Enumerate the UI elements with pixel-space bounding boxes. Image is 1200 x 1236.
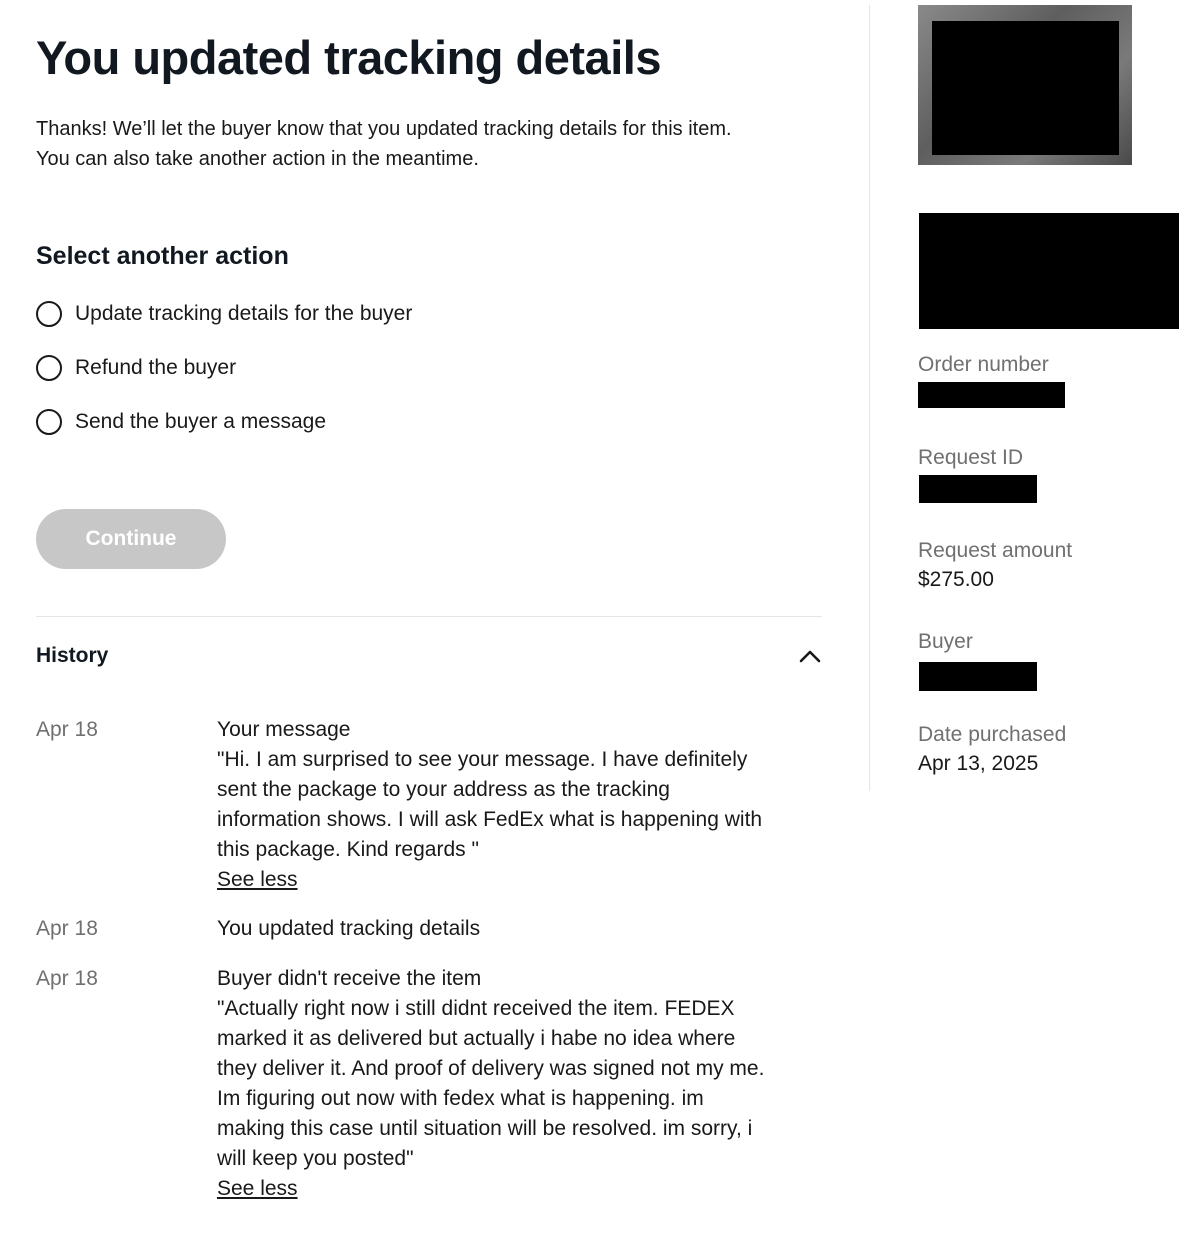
see-less-link[interactable]: See less (217, 1177, 298, 1200)
history-body (217, 715, 817, 895)
radio-update-tracking[interactable] (36, 299, 412, 329)
redacted-buyer-name (919, 662, 1037, 691)
section-divider (36, 616, 822, 617)
message-line: "Actually right now i still didnt received the item. FEDEX (217, 997, 735, 1020)
message-line: sent the package to your address as the tracking (217, 778, 670, 801)
request-amount-label: Request amount (918, 539, 1073, 562)
message-line: information shows. I will ask FedEx what is happening with (217, 808, 763, 831)
radio-button[interactable] (36, 409, 62, 435)
radio-label: Refund the buyer (75, 356, 237, 379)
request-amount-value: $275.00 (918, 568, 994, 591)
history-entry-title: You updated tracking details (217, 917, 481, 940)
radio-button[interactable] (36, 355, 62, 381)
redacted-request-id (919, 475, 1037, 503)
message-line: Im figuring out now with fedex what is happening. im (217, 1087, 704, 1110)
radio-label: Send the buyer a message (75, 410, 326, 433)
radio-label: Update tracking details for the buyer (75, 302, 413, 325)
history-entry-title: Your message (217, 718, 351, 741)
intro-line-1: Thanks! We’ll let the buyer know that you updated tracking details for this item. (36, 118, 732, 140)
page-title: You updated tracking details (36, 31, 661, 84)
buyer-label: Buyer (918, 630, 973, 653)
intro-text (36, 114, 836, 174)
request-id-label: Request ID (918, 446, 1024, 469)
message-line: marked it as delivered but actually i habe no idea where (217, 1027, 736, 1050)
radio-button[interactable] (36, 301, 62, 327)
product-image[interactable] (918, 5, 1132, 165)
column-divider (869, 5, 870, 791)
history-toggle[interactable] (36, 638, 822, 674)
date-purchased-label: Date purchased (918, 723, 1067, 746)
history-body (217, 964, 817, 1204)
redacted-order-number (918, 382, 1065, 408)
message-line: "Hi. I am surprised to see your message. I have definitely (217, 748, 748, 771)
history-title: History (36, 644, 109, 667)
intro-line-2: You can also take another action in the meantime. (36, 148, 479, 170)
select-action-title: Select another action (36, 242, 289, 270)
chevron-up-icon[interactable] (796, 642, 824, 670)
continue-button[interactable]: Continue (36, 509, 226, 569)
history-date: Apr 18 (36, 917, 98, 940)
history-body (217, 914, 817, 944)
history-date: Apr 18 (36, 718, 98, 741)
history-date: Apr 18 (36, 967, 98, 990)
message-line: will keep you posted" (217, 1147, 414, 1170)
history-entry-title: Buyer didn't receive the item (217, 967, 482, 990)
message-line: making this case until situation will be resolved. im sorry, i (217, 1117, 753, 1140)
message-line: they deliver it. And proof of delivery was signed not my me. (217, 1057, 765, 1080)
redacted-item-title (919, 213, 1179, 329)
order-number-label: Order number (918, 353, 1049, 376)
see-less-link[interactable]: See less (217, 868, 298, 891)
message-line: this package. Kind regards " (217, 838, 479, 861)
radio-refund-buyer[interactable] (36, 353, 236, 383)
date-purchased-value: Apr 13, 2025 (918, 752, 1039, 775)
redacted-area (932, 21, 1119, 155)
radio-send-message[interactable] (36, 407, 326, 437)
